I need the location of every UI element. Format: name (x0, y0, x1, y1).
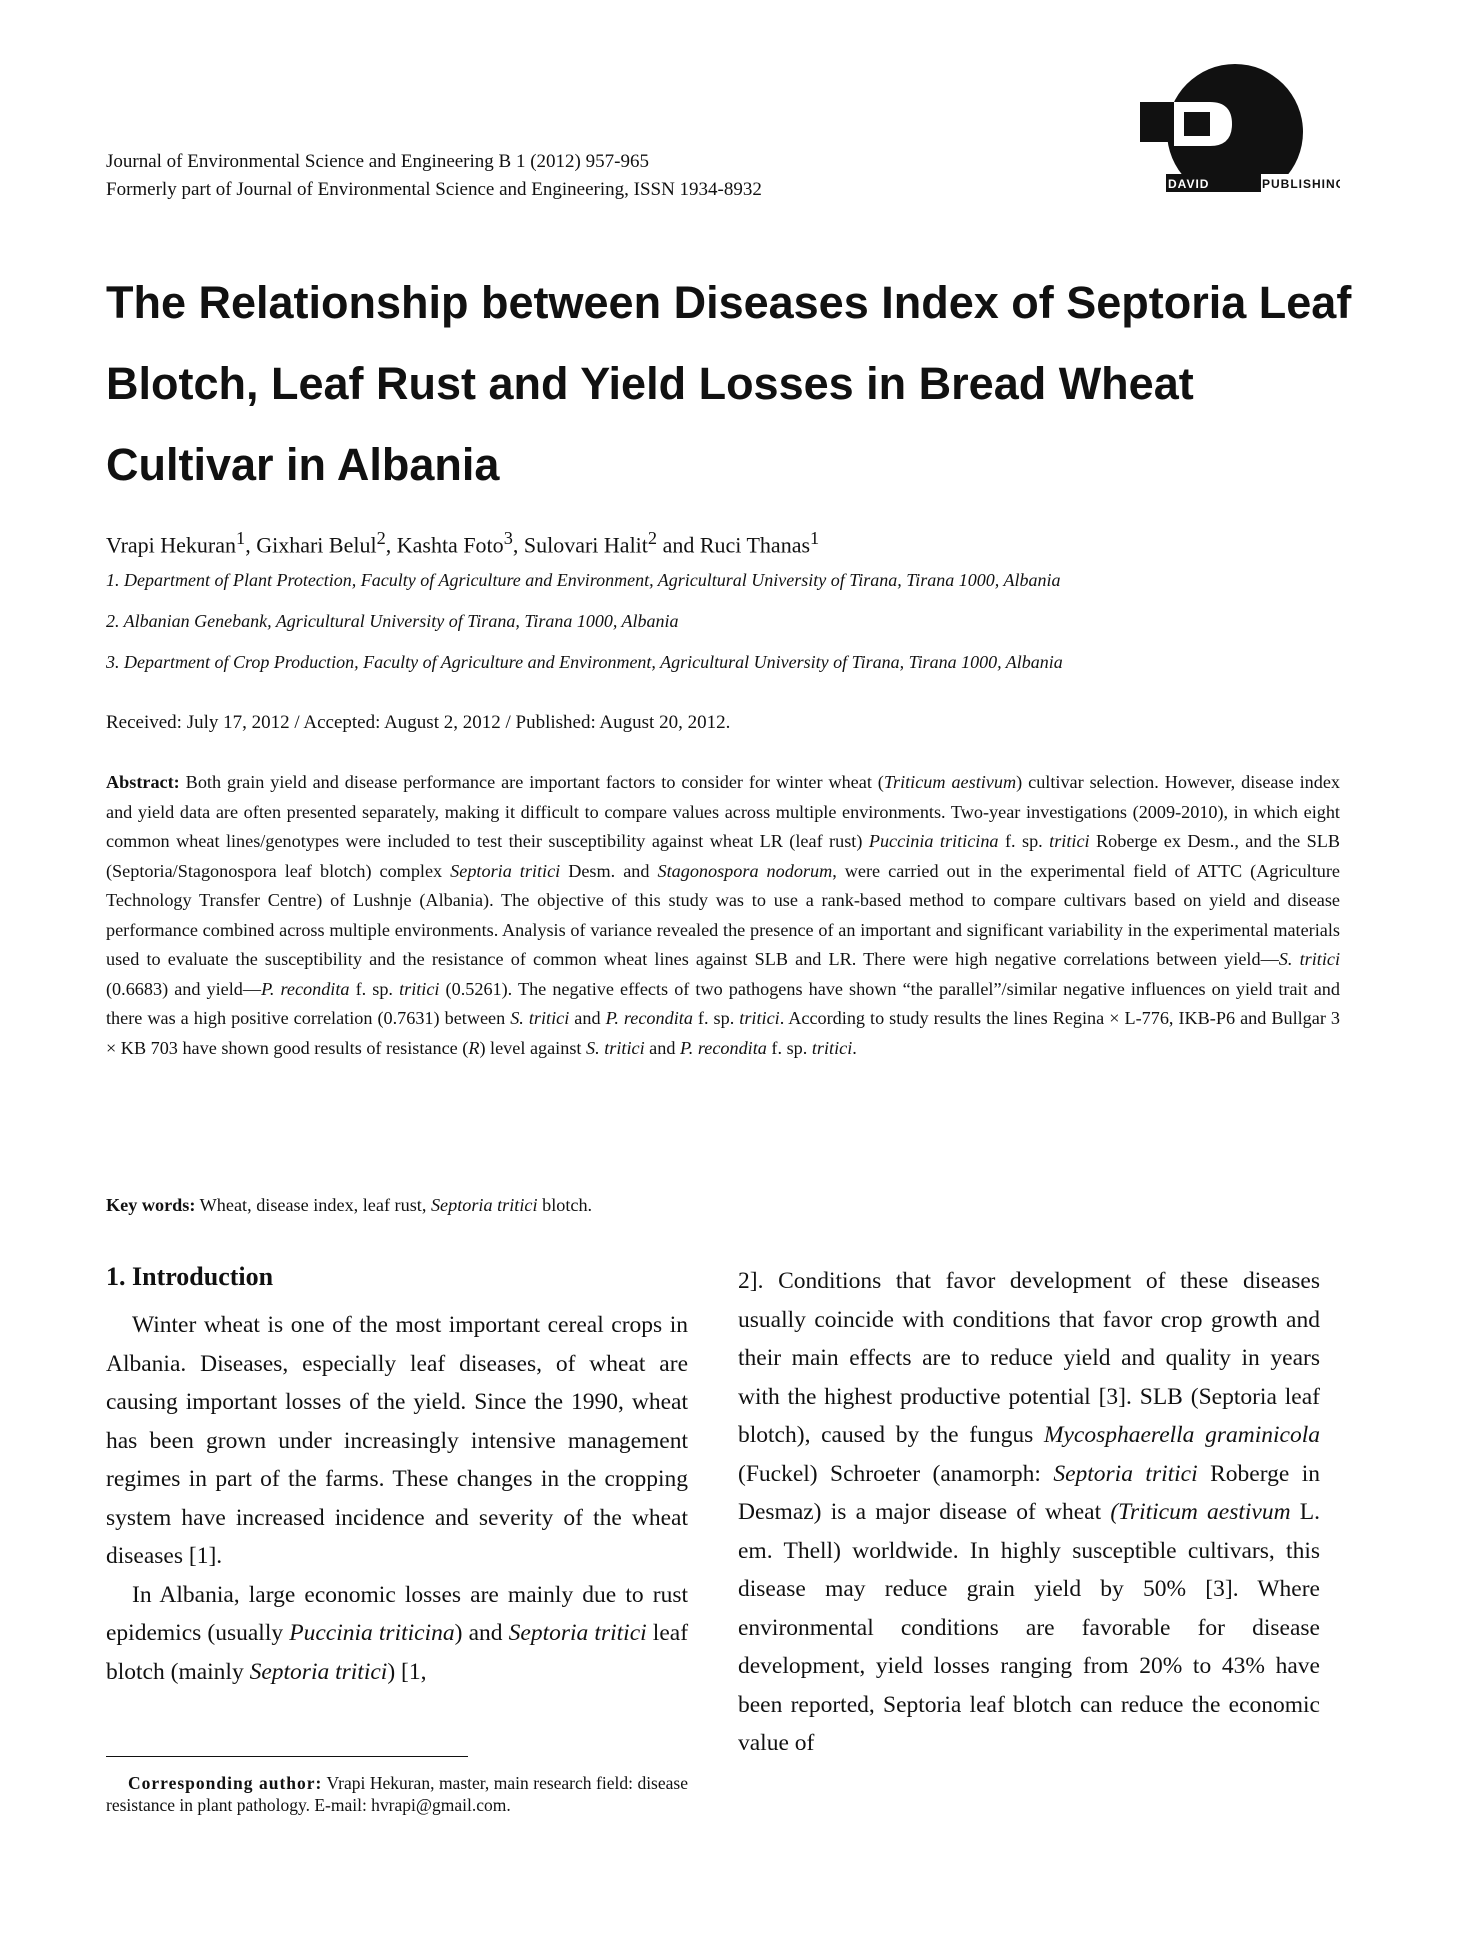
author-list: Vrapi Hekuran$^1$, Gixhari Belul$^2$, Kashta Foto$^3$, Sulovari Halit$^2$ and Ruci Thanas$^1$ (106, 528, 820, 558)
intro-paragraph-2: In Albania, large economic losses are mainly due to rust epidemics (usually Puccinia triticina) and Septoria tritici leaf blotch (mainly Septoria tritici) [1, (106, 1581, 689, 1685)
footnote-divider (106, 1756, 468, 1757)
author-name: Sulovari Halit (523, 532, 648, 558)
intro-paragraph-continued: 2]. Conditions that favor development of these diseases usually coincide with conditions that favor crop growth and their main effects are to reduce yield and quality in years with the highest productive potential [3]. SLB (Septoria leaf blotch), caused by the fungus Mycosphaerella graminicola (Fuckel) Schroeter (anamorph: Septoria tritici Roberge in Desmaz) is a major disease of wheat (Triticum aestivum L. em. Thell) worldwide. In highly susceptible cultivars, this disease may reduce grain yield by 50% [3]. Where environmental conditions are favorable for disease development, yield losses ranging from 20% to 43% have been reported, Septoria leaf blotch can reduce the economic value of (738, 1268, 1321, 1756)
author-name: Ruci Thanas (699, 532, 811, 558)
affiliation-3: 3. Department of Crop Production, Faculty of Agriculture and Environment, Agricultural University of Tirana, Tirana 1000, Albania (106, 652, 1063, 672)
logo-text (1340, 62, 1341, 63)
corresponding-author-footnote: Corresponding author: Vrapi Hekuran, master, main research field: disease resistance in plant pathology. E-mail: hvrapi@gmail.com. (106, 1773, 688, 1815)
abstract-label: Abstract: (106, 772, 180, 792)
left-column (106, 1262, 688, 1691)
publication-dates: Received: July 17, 2012 / Accepted: August 2, 2012 / Published: August 20, 2012. (106, 712, 731, 733)
keywords: Key words: Wheat, disease index, leaf rust, Septoria tritici blotch. (106, 1195, 593, 1215)
affiliation-2: 2. Albanian Genebank, Agricultural University of Tirana, Tirana 1000, Albania (106, 611, 679, 631)
author-name: Vrapi Hekuran (106, 532, 237, 558)
svg-text:PUBLISHING: PUBLISHING (1262, 177, 1340, 191)
svg-text:DAVID: DAVID (1168, 177, 1210, 191)
publisher-logo-icon (1100, 62, 1340, 212)
journal-citation: Journal of Environmental Science and Engineering B 1 (2012) 957-965 (106, 151, 649, 172)
right-column (738, 1262, 1320, 1763)
david-publishing-logo (1100, 62, 1340, 212)
keywords-label: Key words: (106, 1195, 196, 1215)
affiliation-1: 1. Department of Plant Protection, Faculty of Agriculture and Environment, Agricultural University of Tirana, Tirana 1000, Albania (106, 570, 1061, 590)
section-heading-introduction: 1. Introduction (106, 1262, 274, 1291)
intro-paragraph-1: Winter wheat is one of the most important cereal crops in Albania. Diseases, especially leaf diseases, of wheat are causing important losses of the yield. Since the 1990, wheat has been grown under increasingly intensive management regimes in part of the farms. These changes in the cropping system have increased incidence and severity of the wheat diseases [1]. (106, 1312, 688, 1569)
author-name: Gixhari Belul (256, 532, 377, 558)
journal-header (106, 148, 762, 204)
journal-former-title: Formerly part of Journal of Environmental Science and Engineering, ISSN 1934-8932 (106, 179, 762, 200)
author-name: Kashta Foto (396, 532, 504, 558)
paper-title: The Relationship between Diseases Index of Septoria Leaf Blotch, Leaf Rust and Yield Losses in Bread Wheat Cultivar in Albania (106, 277, 1352, 490)
footnote-label: Corresponding author: (128, 1773, 323, 1793)
abstract: Abstract: Both grain yield and disease performance are important factors to consider for winter wheat (Triticum aestivum) cultivar selection. However, disease index and yield data are often presented separately, making it difficult to compare values across multiple environments. Two-year investigations (2009-2010), in which eight common wheat lines/genotypes were included to test their susceptibility against wheat LR (leaf rust) Puccinia triticina f. sp. tritici Roberge ex Desm., and the SLB (Septoria/Stagonospora leaf blotch) complex Septoria tritici Desm. and Stagonospora nodorum, were carried out in the experimental field of ATTC (Agriculture Technology Transfer Centre) of Lushnje (Albania). The objective of this study was to use a rank-based method to compare cultivars based on yield and disease performance combined across multiple environments. Analysis of variance revealed the presence of an important and significant variability in the experimental materials used to evaluate the susceptibility and the resistance of common wheat lines against SLB and LR. There were high negative correlations between yield—S. tritici (0.6683) and yield—P. recondita f. sp. tritici (0.5261). The negative effects of two pathogens have shown “the parallel”/similar negative influences on yield trait and there was a high positive correlation (0.7631) between S. tritici and P. recondita f. sp. tritici. According to study results the lines Regina × L-776, IKB-P6 and Bullgar 3 × KB 703 have shown good results of resistance (R) level against S. tritici and P. recondita f. sp. tritici. (106, 772, 1341, 1058)
